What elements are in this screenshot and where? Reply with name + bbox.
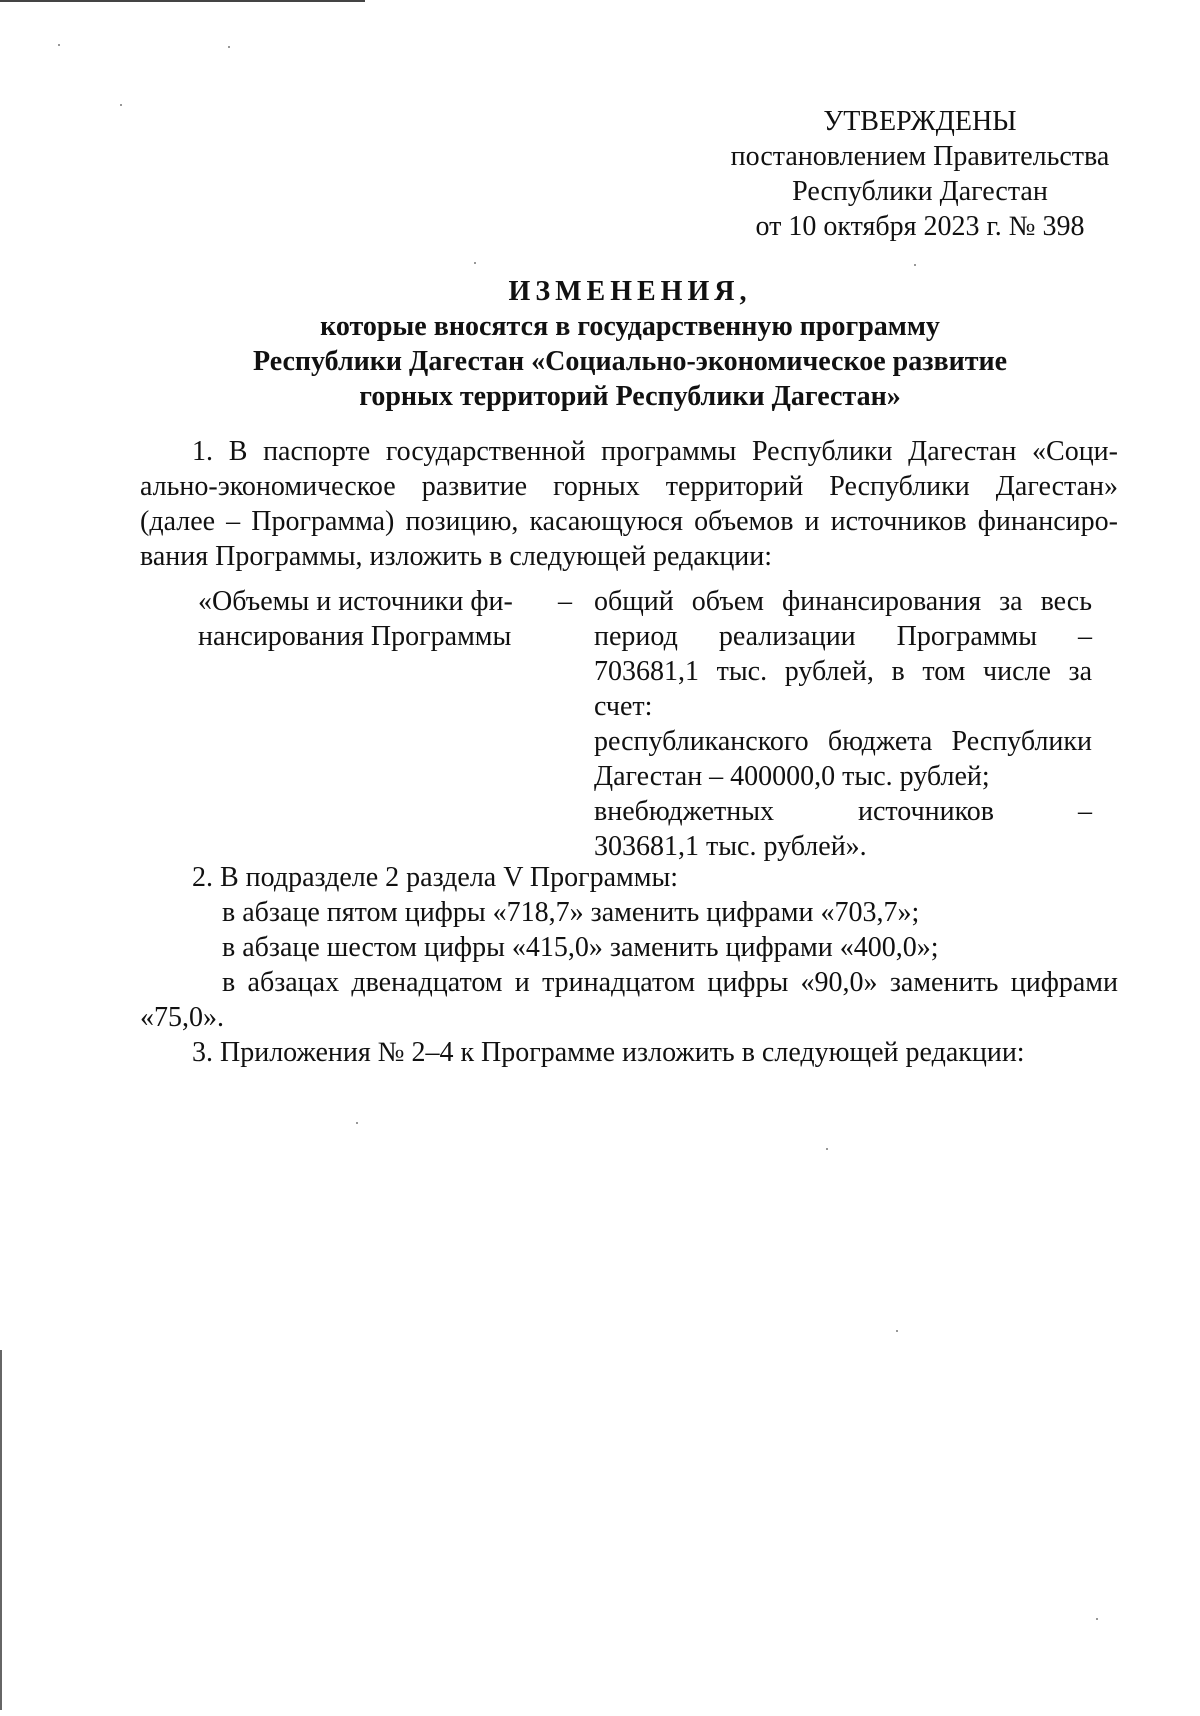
approval-stamp <box>700 104 1140 244</box>
scan-edge-line <box>0 0 365 2</box>
passport-value-line: Дагестан – 400000,0 тыс. рублей; <box>594 761 990 792</box>
section-2-item: в абзаце шестом цифры «415,0» заменить цифрами «400,0»; <box>222 932 939 963</box>
section-2-item-continuation: «75,0». <box>140 1002 224 1033</box>
scan-speck <box>474 262 476 264</box>
section-1-paragraph <box>140 434 1118 574</box>
document-heading <box>140 274 1120 414</box>
passport-position-value <box>594 584 1092 864</box>
heading-line: Республики Дагестан «Социально-экономическое развитие <box>252 346 1008 377</box>
passport-label-line: «Объемы и источники фи- <box>198 586 513 617</box>
paragraph-line: 1. В паспорте государственной программы Республики Дагестан «Соци- <box>192 436 1118 467</box>
approval-line: Республики Дагестан <box>792 176 1048 207</box>
scan-speck <box>120 104 122 106</box>
heading-line: которые вносятся в государственную программу <box>320 311 940 342</box>
paragraph-line: ально-экономическое развитие горных территорий Республики Дагестан» <box>140 471 1118 502</box>
section-2-and-3 <box>140 860 1118 1070</box>
paragraph-line: вания Программы, изложить в следующей редакции: <box>140 541 773 572</box>
approval-line: УТВЕРЖДЕНЫ <box>823 106 1017 137</box>
passport-position-name <box>198 584 538 654</box>
scan-speck <box>896 1330 898 1332</box>
scan-speck <box>58 44 60 46</box>
section-2-item: в абзаце пятом цифры «718,7» заменить цифрами «703,7»; <box>222 897 920 928</box>
scan-edge-line <box>0 1350 2 1710</box>
scan-speck <box>826 1148 828 1150</box>
section-2-item: в абзацах двенадцатом и тринадцатом цифры «90,0» заменить цифрами <box>222 967 1118 998</box>
scan-speck <box>1096 1618 1098 1620</box>
section-2-intro: 2. В подразделе 2 раздела V Программы: <box>192 862 679 893</box>
paragraph-line: (далее – Программа) позицию, касающуюся объемов и источников финансиро- <box>140 506 1118 537</box>
scan-speck <box>228 46 230 48</box>
scan-speck <box>914 264 916 266</box>
passport-value-line: республиканского бюджета Республики <box>594 726 1092 757</box>
passport-value-line: счет: <box>594 691 653 722</box>
passport-value-line: внебюджетных источников – <box>594 796 1092 827</box>
approval-line: от 10 октября 2023 г. № 398 <box>755 211 1085 242</box>
scan-speck <box>356 1122 358 1124</box>
section-3-paragraph: 3. Приложения № 2–4 к Программе изложить в следующей редакции: <box>192 1037 1025 1068</box>
heading-line: горных территорий Республики Дагестан» <box>359 381 901 412</box>
heading-title: ИЗМЕНЕНИЯ, <box>508 276 752 307</box>
passport-value-line: общий объем финансирования за весь <box>594 586 1092 617</box>
passport-label-line: нансирования Программы <box>198 621 512 652</box>
passport-value-line: 703681,1 тыс. рублей, в том числе за <box>594 656 1092 687</box>
passport-value-line: 303681,1 тыс. рублей». <box>594 831 867 862</box>
approval-line: постановлением Правительства <box>730 141 1110 172</box>
passport-value-line: период реализации Программы – <box>594 621 1092 652</box>
passport-dash: – <box>558 586 572 617</box>
